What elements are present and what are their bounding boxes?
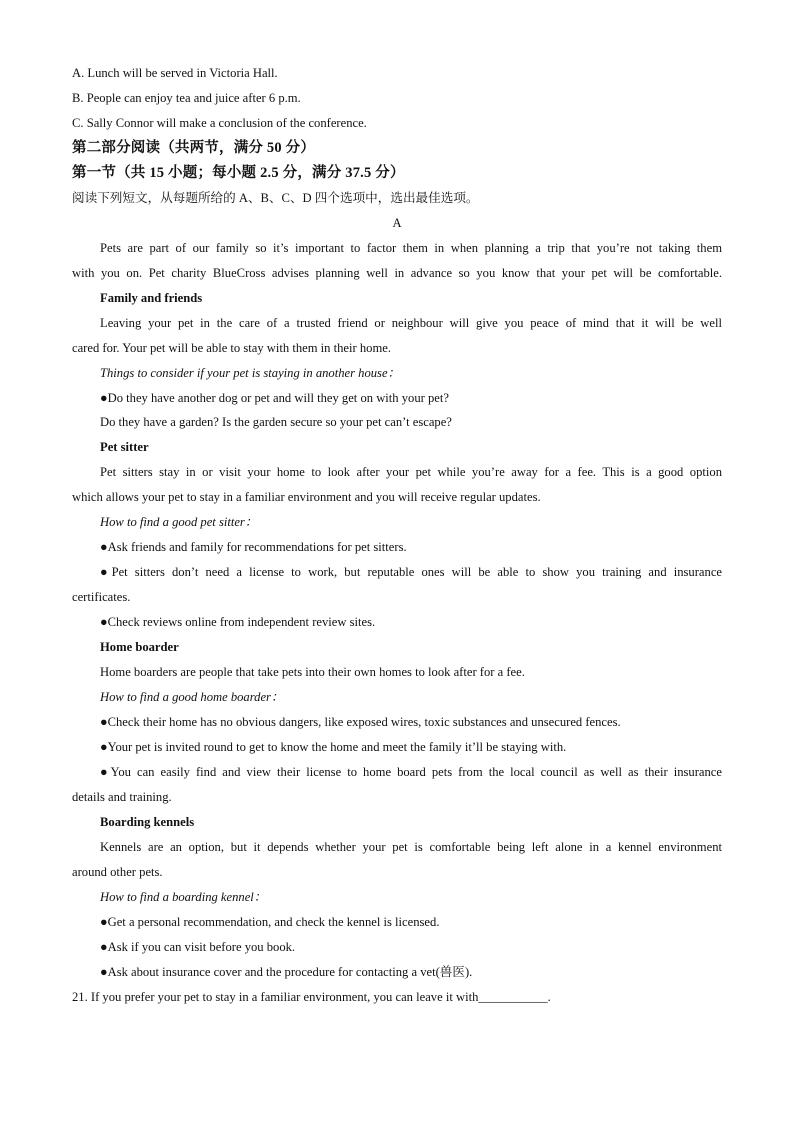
boarder-tip-heading: How to find a good home boarder： — [100, 690, 284, 704]
sitter-para-line-1: Pet sitters stay in or visit your home to look after your pet while you’re away for a fee. This is a good option — [100, 465, 722, 479]
sitter-bullet-2-line-2: certificates. — [72, 590, 131, 604]
sitter-bullet-3: ●Check reviews online from independent review sites. — [100, 615, 376, 629]
family-line-2: Do they have a garden? Is the garden secure so your pet can’t escape? — [100, 415, 452, 429]
passage-label: A — [392, 216, 402, 230]
family-para-line-2: cared for. Your pet will be able to stay with them in their home. — [72, 341, 391, 355]
boarder-heading: Home boarder — [100, 640, 179, 654]
boarder-bullet-3-line-1: ●You can easily find and view their license to home board pets from the local council as well as their insurance — [100, 765, 722, 779]
kennels-bullet-2: ●Ask if you can visit before you book. — [100, 940, 296, 954]
intro-line-2: with you on. Pet charity BlueCross advises planning well in advance so you know that your pet will be comfortable. — [72, 266, 722, 280]
subsection-heading: 第一节（共 15 小题；每小题 2.5 分，满分 37.5 分） — [72, 165, 405, 181]
sitter-heading: Pet sitter — [100, 440, 149, 454]
sitter-bullet-1: ●Ask friends and family for recommendations for pet sitters. — [100, 540, 407, 554]
option-c-prev: C. Sally Connor will make a conclusion of the conference. — [72, 116, 367, 130]
boarder-para: Home boarders are people that take pets into their own homes to look after for a fee. — [100, 665, 525, 679]
sitter-tip-heading: How to find a good pet sitter： — [100, 515, 258, 529]
sitter-para-line-2: which allows your pet to stay in a familiar environment and you will receive regular updates. — [72, 490, 541, 504]
kennels-bullet-1: ●Get a personal recommendation, and check the kennel is licensed. — [100, 915, 440, 929]
family-tip-heading: Things to consider if your pet is staying in another house： — [100, 366, 401, 380]
kennels-heading: Boarding kennels — [100, 815, 195, 829]
kennels-para-line-1: Kennels are an option, but it depends whether your pet is comfortable being left alone in a kennel environment — [100, 840, 722, 854]
family-heading: Family and friends — [100, 291, 203, 305]
option-b-prev: B. People can enjoy tea and juice after 6 p.m. — [72, 91, 301, 105]
question-21: 21. If you prefer your pet to stay in a familiar environment, you can leave it with___________. — [72, 990, 551, 1004]
boarder-bullet-2: ●Your pet is invited round to get to know the home and meet the family it’ll be staying with. — [100, 740, 567, 754]
kennels-bullet-3: ●Ask about insurance cover and the procedure for contacting a vet(兽医). — [100, 965, 473, 979]
intro-line-1: Pets are part of our family so it’s important to factor them in when planning a trip that you’re not taking them — [100, 241, 722, 255]
option-a-prev: A. Lunch will be served in Victoria Hall. — [72, 66, 278, 80]
kennels-para-line-2: around other pets. — [72, 865, 163, 879]
family-bullet-1: ●Do they have another dog or pet and will they get on with your pet? — [100, 391, 449, 405]
instructions: 阅读下列短文，从每题所给的 A、B、C、D 四个选项中，选出最佳选项。 — [72, 191, 479, 205]
kennels-tip-heading: How to find a boarding kennel： — [100, 890, 267, 904]
boarder-bullet-1: ●Check their home has no obvious dangers, like exposed wires, toxic substances and unsecured fences. — [100, 715, 621, 729]
section-heading: 第二部分阅读（共两节，满分 50 分） — [72, 140, 316, 156]
family-para-line-1: Leaving your pet in the care of a trusted friend or neighbour will give you peace of mind that it will be well — [100, 316, 722, 330]
sitter-bullet-2-line-1: ●Pet sitters don’t need a license to work, but reputable ones will be able to show you training and insurance — [100, 565, 722, 579]
boarder-bullet-3-line-2: details and training. — [72, 790, 172, 804]
